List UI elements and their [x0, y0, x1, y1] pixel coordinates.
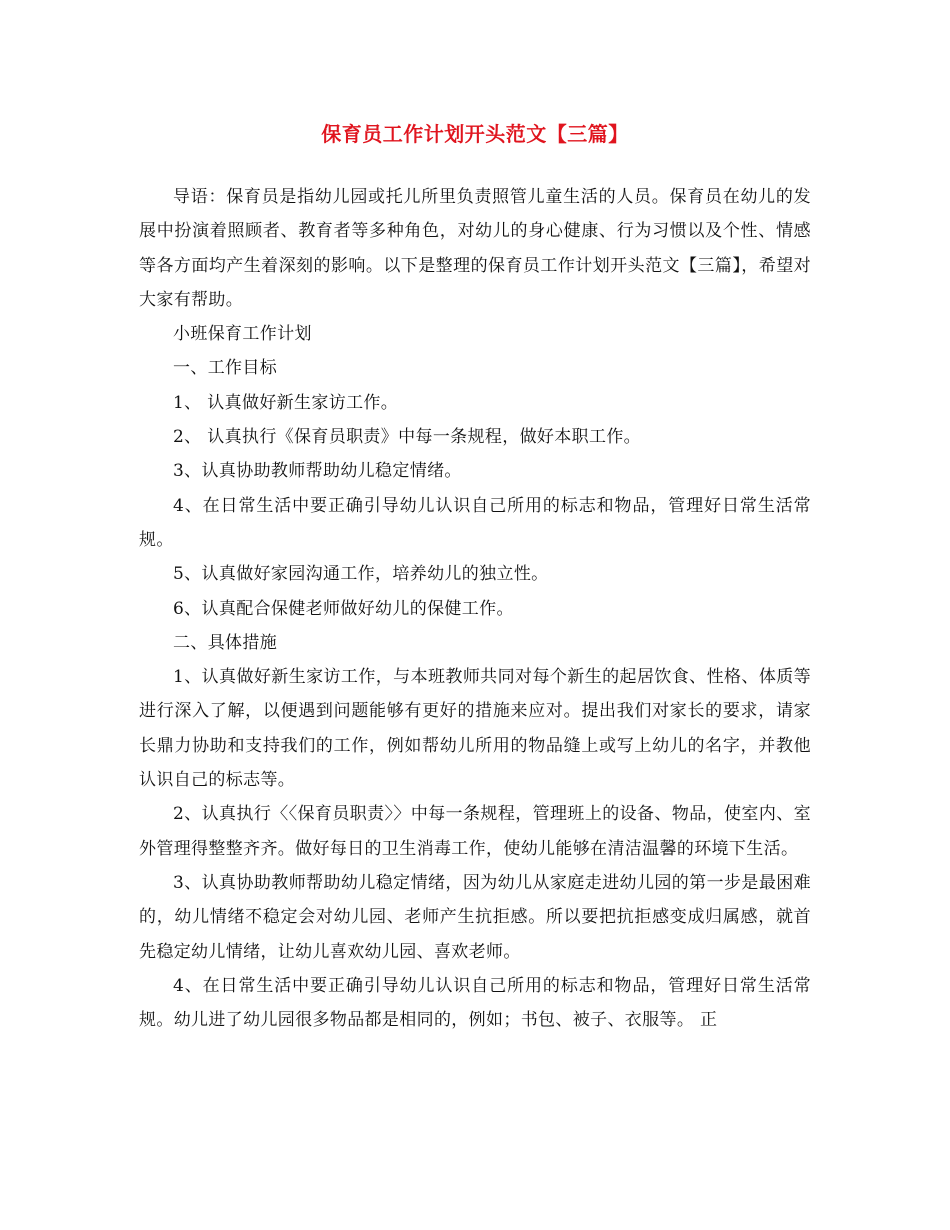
measure-item-2: 2、认真执行〈〈保育员职责〉〉中每一条规程，管理班上的设备、物品，使室内、室外管理得整整齐齐。做好每日的卫生消毒工作，使幼儿能够在清洁温馨的环境下生活。 [139, 804, 811, 859]
document-title: 保育员工作计划开头范文【三篇】 [321, 122, 629, 146]
goal-item-5: 5、认真做好家园沟通工作，培养幼儿的独立性。 [173, 564, 549, 585]
goal-item-3: 3、认真协助教师帮助幼儿稳定情绪。 [173, 461, 462, 482]
intro-paragraph: 导语：保育员是指幼儿园或托儿所里负责照管儿童生活的人员。保育员在幼儿的发展中扮演着照顾者、教育者等多种角色，对幼儿的身心健康、行为习惯以及个性、情感等各方面均产生着深刻的影响。以下是整理的保育员工作计划开头范文【三篇】，希望对大家有帮助。 [139, 187, 811, 310]
goal-item-4: 4、在日常生活中要正确引导幼儿认识自己所用的标志和物品，管理好日常生活常规。 [139, 495, 811, 550]
measure-item-4: 4、在日常生活中要正确引导幼儿认识自己所用的标志和物品，管理好日常生活常规。幼儿进了幼儿园很多物品都是相同的，例如；书包、被子、衣服等。 正 [139, 975, 811, 1031]
section-heading-plan: 小班保育工作计划 [173, 324, 312, 345]
section-heading-measures: 二、具体措施 [173, 632, 278, 653]
measure-item-1: 1、认真做好新生家访工作，与本班教师共同对每个新生的起居饮食、性格、体质等进行深入了解，以便遇到问题能够有更好的措施来应对。提出我们对家长的要求，请家长鼎力协助和支持我们的工作，例如帮幼儿所用的物品缝上或写上幼儿的名字，并教他认识自己的标志等。 [139, 667, 811, 791]
goal-item-6: 6、认真配合保健老师做好幼儿的保健工作。 [173, 598, 514, 619]
section-heading-goals: 一、工作目标 [173, 358, 278, 379]
measure-item-3: 3、认真协助教师帮助幼儿稳定情绪，因为幼儿从家庭走进幼儿园的第一步是最困难的，幼儿情绪不稳定会对幼儿园、老师产生抗拒感。所以要把抗拒感变成归属感，就首先稳定幼儿情绪，让幼儿喜欢幼儿园、喜欢老师。 [139, 872, 811, 962]
goal-item-2: 2、 认真执行《保育员职责》中每一条规程，做好本职工作。 [173, 427, 642, 448]
goal-item-1: 1、 认真做好新生家访工作。 [173, 392, 399, 413]
document-body [139, 180, 811, 1037]
